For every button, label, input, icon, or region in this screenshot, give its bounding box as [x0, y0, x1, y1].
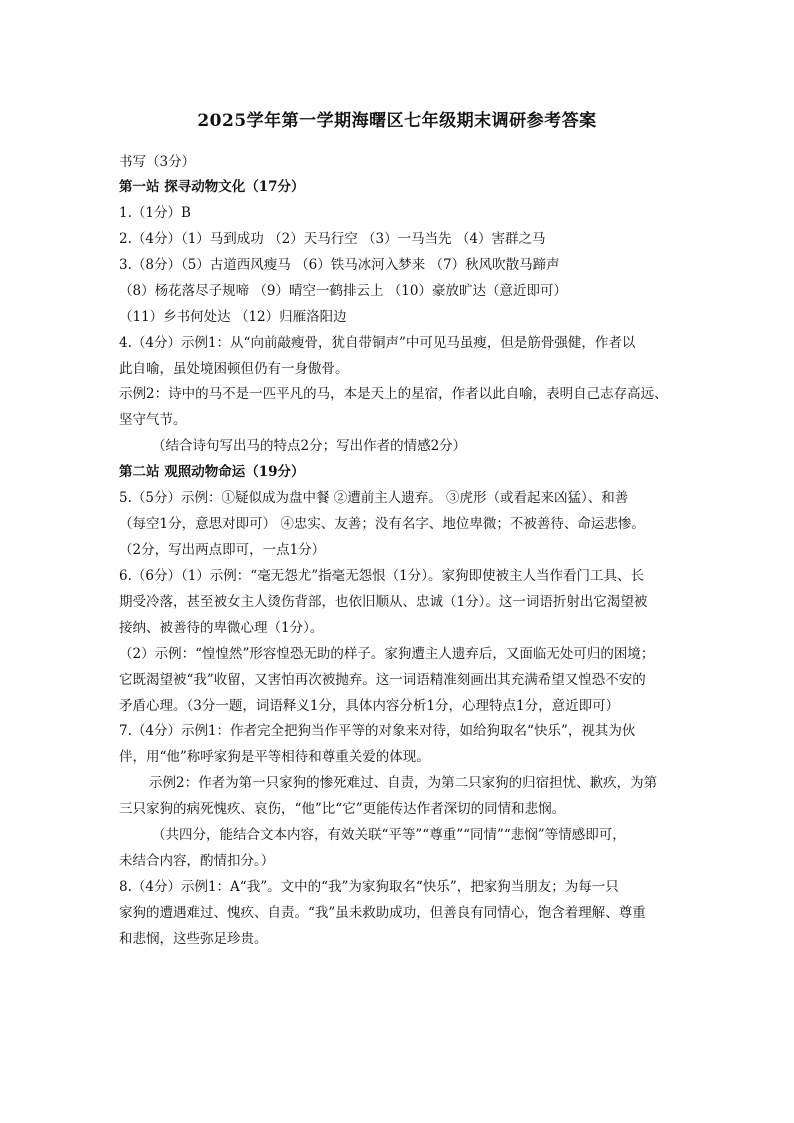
text-line: 期受冷落，甚至被女主人烫伤背部，也依旧顺从、忠诚（1分）。这一词语折射出它渴望被 [119, 594, 648, 610]
text-line: 4.（4分）示例1：从“向前敲瘦骨，犹自带铜声”中可见马虽瘦，但是筋骨强健，作者以 [119, 335, 636, 351]
text-line: （共四分，能结合文本内容，有效关联“平等”“尊重”“同情”“悲悯”等情感即可， [152, 827, 626, 843]
text-line: 它既渴望被“我”收留，又害怕再次被抛弃。这一词语精准刻画出其充满希望又惶恐不安的 [119, 672, 646, 688]
text-line: 6.（6分）（1）示例：“毫无怨尤”指毫无怨恨（1分）。家狗即使被主人当作看门工具、长 [119, 568, 644, 584]
text-line: 坚守气节。 [119, 412, 187, 428]
text-line: 示例2：诗中的马不是一匹平凡的马，本是天上的星宿，作者以此自喻，表明自己志存高远、 [119, 386, 668, 402]
text-line: 接纳、被善待的卑微心理（1分）。 [119, 620, 324, 636]
text-line: 三只家狗的病死愧疚、哀伤，“他”比“它”更能传达作者深切的同情和悲悯。 [119, 801, 566, 817]
text-line: 矛盾心理。（3分一题，词语释义1分，具体内容分析1分，心理特点1分，意近即可） [119, 698, 620, 714]
text-line: （11）乡书何处达 （12）归雁洛阳边 [119, 309, 347, 325]
text-line: 此自喻，虽处境困顿但仍有一身傲骨。 [119, 361, 349, 377]
section-heading: 第一站 探寻动物文化（17分） [119, 179, 305, 195]
text-line: （每空1分，意思对即可） ④忠实、友善；没有名字、地位卑微；不被善待、命运悲惨。 [119, 516, 645, 532]
page-title: 2025学年第一学期海曙区七年级期末调研参考答案 [197, 111, 597, 131]
text-line: 书写（3分） [119, 154, 196, 170]
text-line: 8.（4分）示例1：A“我”。文中的“我”为家狗取名“快乐”，把家狗当朋友；为每一只 [119, 879, 619, 895]
text-line: 7.（4分）示例1：作者完全把狗当作平等的对象来对待，如给狗取名“快乐”，视其为伙 [119, 723, 636, 739]
text-line: （8）杨花落尽子规啼 （9）晴空一鹤排云上 （10）豪放旷达（意近即可） [119, 283, 567, 299]
text-line: 未结合内容，酌情扣分。） [119, 853, 275, 869]
text-line: 1.（1分）B [119, 205, 191, 221]
text-line: 5.（5分）示例：①疑似成为盘中餐 ②遭前主人遗弃。 ③虎形（或看起来凶猛）、和善 [119, 490, 629, 506]
section-heading: 第二站 观照动物命运（19分） [119, 464, 305, 480]
text-line: （2分，写出两点即可，一点1分） [119, 542, 326, 558]
text-line: （2）示例：“惶惶然”形容惶恐无助的样子。家狗遭主人遗弃后，又面临无处可归的困境； [119, 646, 655, 662]
text-line: 2.（4分）（1）马到成功 （2）天马行空 （3）一马当先 （4）害群之马 [119, 231, 546, 247]
text-line: 示例2：作者为第一只家狗的惨死难过、自责，为第二只家狗的归宿担忧、歉疚，为第 [149, 775, 658, 791]
text-line: 3.（8分）（5）古道西风瘦马 （6）铁马冰河入梦来 （7）秋风吹散马蹄声 [119, 257, 560, 273]
text-line: 和悲悯，这些弥足珍贵。 [119, 931, 268, 947]
text-line: 伴，用“他”称呼家狗是平等相待和尊重关爱的体现。 [119, 749, 430, 765]
text-line: 家狗的遭遇难过、愧疚、自责。“我”虽未救助成功，但善良有同情心，饱含着理解、尊重 [119, 905, 646, 921]
text-line: （结合诗句写出马的特点2分；写出作者的情感2分） [152, 438, 467, 454]
